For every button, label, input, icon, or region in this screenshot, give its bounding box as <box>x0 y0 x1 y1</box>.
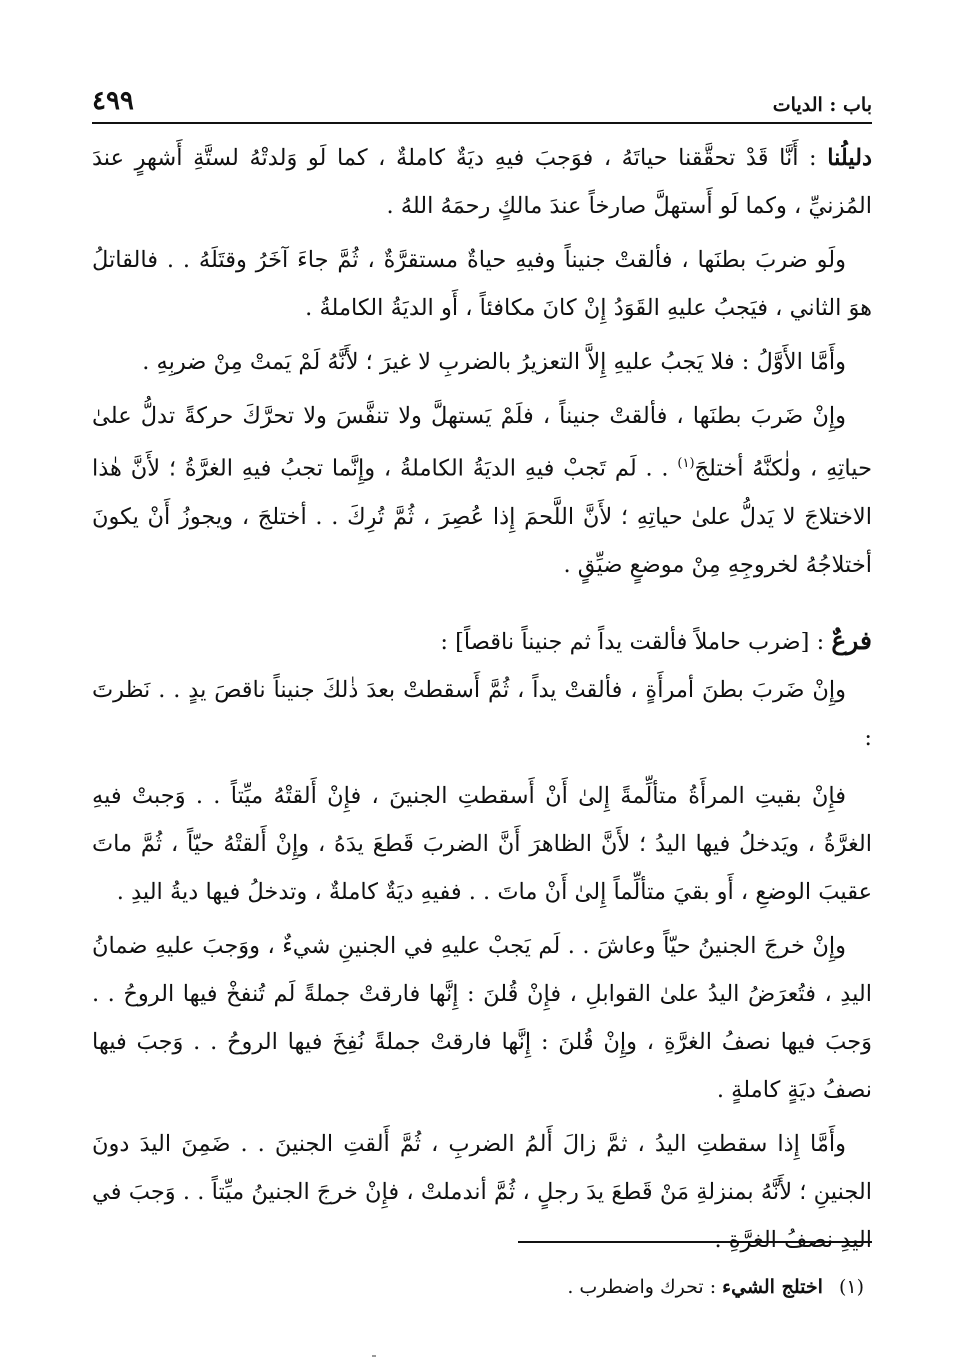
footnote-term: اختلج الشيء <box>722 1276 823 1298</box>
paragraph <box>92 392 872 589</box>
footnote-marker: (١) <box>838 1276 864 1298</box>
page-header <box>92 80 872 124</box>
footnote-definition: : تحرك واضطرب . <box>567 1276 723 1298</box>
page-number: ٤٩٩ <box>92 86 134 116</box>
footnote <box>92 1272 864 1302</box>
paragraph: فإِنْ بقيتِ المرأَةُ متألِّمةً إِلىٰ أَنْ أَسقطتِ الجنينَ ، فإِنْ أَلقتْهُ ميِّتاً . . وَجبتْ فيهِ الغرَّةُ ، ويَدخلُ فيها اليدُ ؛ لأَنَّ الظاهرَ أَنَّ الضربَ قَطعَ يدَهُ ، وإِنْ أَلقتْهُ حيّاً ، ثُمَّ ماتَ عقيبَ الوضعِ ، أَو بقيَ متألِّماً إِلىٰ أَنْ ماتَ . . ففيهِ ديَةٌ كاملةٌ ، وتدخلُ فيها ديةُ اليدِ . <box>92 782 872 905</box>
section-label: فرعٌ <box>831 625 872 655</box>
scan-speck <box>372 1355 376 1357</box>
section-title: : [ضرب حاملاً فألقت يداً ثم جنيناً ناقصاً] : <box>440 628 832 655</box>
footnote-divider <box>518 1241 872 1243</box>
paragraph: وإِنْ خرجَ الجنينُ حيّاً وعاشَ . . لَم يَجبْ عليهِ في الجنينِ شيءٌ ، ووَجبَ عليهِ ضمانُ اليدِ ، فتُعرَضُ اليدُ علىٰ القوابلِ ، فإِنْ قُلنَ : إِنَّها فارقتْ جملةً لَم تُنفخْ فيها الروحُ . . وَجبَ فيها نصفُ الغرَّةِ ، وإِنْ قُلنَ : إِنَّها فارقتْ جملةً نُفِخَ فيها الروحُ . . وَجبَ فيها نصفُ ديَةٍ كاملةٍ . <box>92 932 872 1103</box>
paragraph: وإِنْ ضَربَ بطنَ أمرأَةٍ ، فألقتْ يداً ، ثُمَّ أَسقطتْ بعدَ ذٰلكَ جنيناً ناقصَ يدٍ . . نَظرتَ : <box>92 676 872 751</box>
footnote-reference[interactable]: (١) <box>677 456 695 471</box>
paragraph-text: وإِنْ ضَربَ بطنَها ، فألقتْ جنيناً ، فلَمْ يَستهلَّ ولا تنفَّسَ ولا تحرَّكَ حركةً تدلُّ علىٰ حياتِهِ ، ولٰكنَّهُ أختلجَ <box>92 403 872 482</box>
paragraph: ولَو ضربَ بطنَها ، فألقتْ جنيناً وفيهِ حياةٌ مستقرَّةٌ ، ثُمَّ جاءَ آخَرُ وقتَلَهُ . . فالقاتلُ هوَ الثاني ، فيَجبُ عليهِ القَوَدُ إِنْ كانَ مكافئاً ، أَو الديَةُ الكاملةُ . <box>92 247 872 321</box>
paragraph-text: . . لَم تَجبْ فيهِ الديَةُ الكاملةُ ، وإِنَّما تجبُ فيهِ الغرَّةُ ؛ لأَنَّ هٰذا الاختلاجَ لا يَدلُّ علىٰ حياتِهِ ؛ لأَنَّ اللَّحمَ إِذا عُصِرَ ، ثُمَّ تُرِكَ . . أختلجَ ، ويجوزُ أَنْ يكونَ أختلاجُهُ لخروجِهِ مِنْ موضعٍ ضيِّقٍ . <box>92 455 872 578</box>
paragraph <box>92 134 872 230</box>
paragraph-text: : أَنَّا قَدْ تحقَّقنا حياتَهُ ، فوَجبَ فيهِ ديَةٌ كاملةٌ ، كما لَو وَلدتْهُ لستَّةِ أَشهرٍ عندَ المُزنيِّ ، وكما لَو أَستهلَّ صارخاً عندَ مالكٍ رحمَهُ اللهُ . <box>92 145 872 219</box>
running-head: باب : الديات <box>772 94 872 116</box>
paragraph: وأَمَّا الأَوَّلُ : فلا يَجبُ عليهِ إِلاَّ التعزيرُ بالضربِ لا غيرَ ؛ لأَنَّهُ لَمْ يَمتْ مِنْ ضربِهِ . <box>142 349 846 375</box>
page-body <box>92 134 872 1270</box>
paragraph-lead-word: دليلُنا <box>827 145 872 171</box>
section-heading <box>92 617 872 666</box>
paragraph: وأَمَّا إِذا سقطتِ اليدُ ، ثمَّ زالَ أَلمُ الضربِ ، ثُمَّ أَلقتِ الجنينَ . . ضَمِنَ اليدَ دونَ الجنينِ ؛ لأَنَّهُ بمنزلةِ مَنْ قَطعَ يدَ رجلٍ ، ثُمَّ أندملتْ ، فإِنْ خرجَ الجنينُ ميِّتاً . . وَجبَ في اليدِ نصفُ الغرَّةِ . <box>92 1130 872 1253</box>
